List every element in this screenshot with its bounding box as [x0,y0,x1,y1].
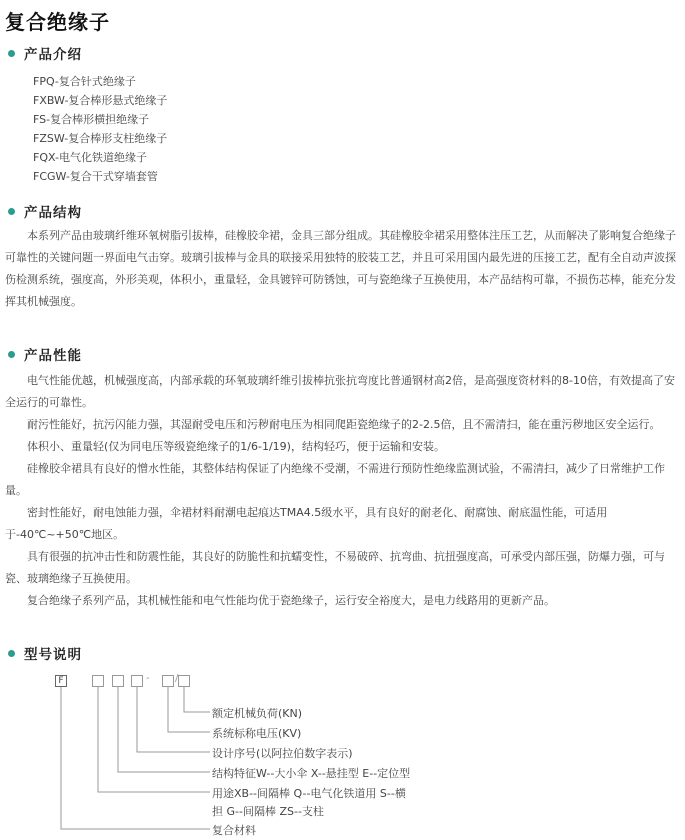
section-performance-header [8,345,82,363]
performance-paragraph: 体积小、重量轻(仅为同电压等级瓷绝缘子的1/6-1/19)，结构轻巧，便于运输和安装。 [27,440,445,453]
performance-paragraph: 耐污性能好，抗污闪能力强，其湿耐受电压和污秽耐电压为相同爬距瓷绝缘子的2-2.5倍，且不需清扫，能在重污秽地区安全运行。 [27,418,661,431]
section-structure-title: 产品结构 [24,205,82,221]
diagram-slash: / [175,673,179,684]
performance-paragraph: 密封性能好，耐电蚀能力强，伞裙材料耐潮电起痕达TMA4.5级水平，具有良好的耐老化、耐腐蚀、耐底温性能，可适用于-40℃~+50℃地区。 [5,506,608,541]
diagram-label: 结构特征W--大小伞 X--悬挂型 E--定位型 [212,767,411,780]
section-intro-header [8,44,82,62]
leader-line [118,687,210,772]
performance-paragraph: 具有很强的抗冲击性和防震性能，其良好的防脆性和抗蠕变性，不易破碎、抗弯曲、抗扭强度高，可承受内部压强，防爆力强，可与瓷、玻璃绝缘子互换使用。 [5,550,665,585]
bullet-dot-icon [8,650,15,657]
structure-text-block [5,225,680,313]
list-item: FXBW-复合棒形悬式绝缘子 [33,94,168,107]
list-item: FZSW-复合棒形支柱绝缘子 [33,132,168,145]
product-list [33,72,167,186]
list-item: FQX-电气化铁道绝缘子 [33,151,147,164]
diagram-code-box [112,675,124,687]
diagram-label: 设计序号(以阿拉伯数字表示) [212,747,353,760]
page-title: 复合绝缘子 [5,10,110,34]
section-model-title: 型号说明 [24,647,82,663]
list-item: FS-复合棒形横担绝缘子 [33,113,150,126]
diagram-label: 系统标称电压(KV) [212,727,302,740]
diagram-label: 用途XB--间隔棒 Q--电气化铁道用 S--横 [212,787,406,800]
diagram-label: 额定机械负荷(KN) [212,707,303,720]
section-performance-title: 产品性能 [24,348,82,364]
diagram-dash: - [146,673,150,684]
structure-paragraph: 本系列产品由玻璃纤维环氧树脂引拔棒，硅橡胶伞裙，金具三部分组成。其硅橡胶伞裙采用整体注压工艺，从而解决了影响复合绝缘子可靠性的关键问题一界面电气击穿。玻璃引拔棒与金具的联接采用独特的胶装工艺，并且可采用国内最先进的压接工艺，配有全自动声波探伤检测系统，强度高，外形美观，体积小，重量轻，金具镀锌可防锈蚀，可与瓷绝缘子互换使用，本产品结构可靠，不损伤芯棒，能充分发挥其机械强度。 [5,229,676,308]
diagram-code-box [131,675,143,687]
performance-text-block [5,370,680,612]
leader-line [137,687,210,752]
section-model-header [8,644,82,662]
bullet-dot-icon [8,208,15,215]
diagram-label: 担 G--间隔棒 ZS--支柱 [212,805,324,818]
section-structure-header [8,202,82,220]
diagram-label: 复合材料 [212,824,256,837]
leader-line [98,687,210,792]
diagram-code-box [92,675,104,687]
section-intro-title: 产品介绍 [24,47,82,63]
diagram-code-box [178,675,190,687]
model-code-diagram [30,675,590,835]
leader-line [168,687,210,732]
leader-line [184,687,210,712]
diagram-code-box [162,675,174,687]
diagram-code-box-f: F [55,675,67,687]
performance-paragraph: 电气性能优越，机械强度高，内部承载的环氧玻璃纤维引拔棒抗张抗弯度比普通钢材高2倍，是高强度资材料的8-10倍，有效提高了安全运行的可靠性。 [5,374,675,409]
bullet-dot-icon [8,351,15,358]
performance-paragraph: 复合绝缘子系列产品，其机械性能和电气性能均优于瓷绝缘子，运行安全裕度大，是电力线路用的更新产品。 [27,594,555,607]
performance-paragraph: 硅橡胶伞裙具有良好的憎水性能，其整体结构保证了内绝缘不受潮，不需进行预防性绝缘监测试验，不需清扫，减少了日常维护工作量。 [5,462,665,497]
list-item: FCGW-复合干式穿墙套管 [33,170,158,183]
bullet-dot-icon [8,50,15,57]
leader-line [61,687,210,829]
list-item: FPQ-复合针式绝缘子 [33,75,136,88]
